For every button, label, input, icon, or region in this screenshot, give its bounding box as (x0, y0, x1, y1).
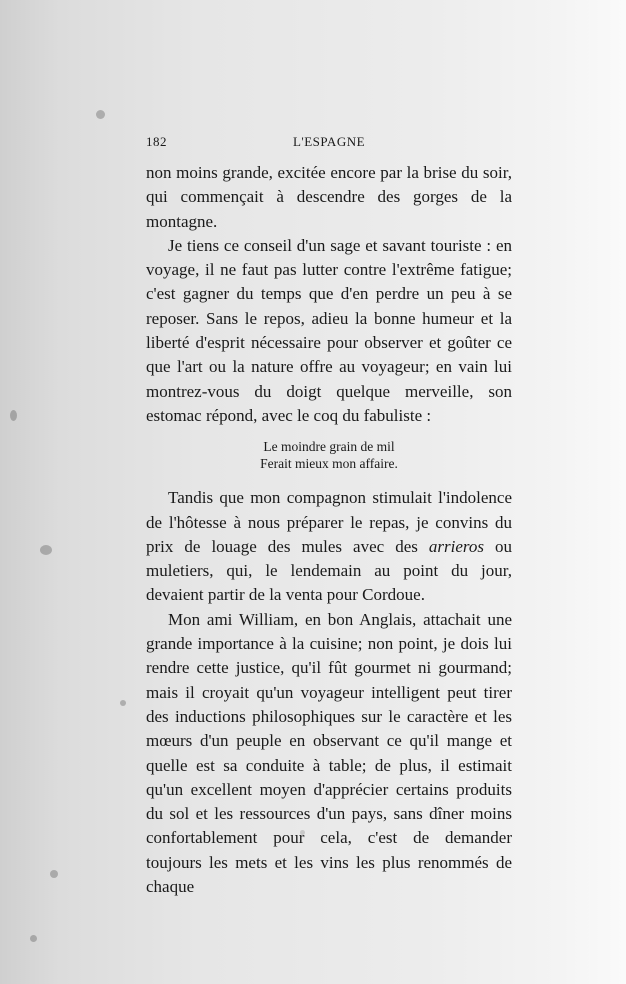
paragraph-mules-text-1: Tandis que mon compagnon stimulait l'indolence de l'hôtesse à nous préparer le repas, je convins du prix de louage des mules avec des (146, 488, 512, 556)
body-text (146, 161, 512, 899)
paragraph-william: Mon ami William, en bon Anglais, attachait une grande importance à la cuisine; non point, je dois lui rendre cette justice, qu'il fût gourmet ni gourmand; mais il croyait qu'un voyageur intelligent peut tirer des inductions philosophiques sur le caractère et les mœurs d'un peuple en observant ce qu'il mange et quelle est sa conduite à table; de plus, il estimait qu'un excellent moyen d'apprécier certains produits du sol et les ressources d'un pays, sans dîner moins confortablement pour cela, c'est de demander toujours les mets et les vins les plus renommés de chaque (146, 609, 512, 897)
paragraph-mules-text-2: ou muletiers, qui, le lendemain au point du jour, devaient partir de la venta pour Cordoue. (146, 536, 513, 605)
scan-spot (50, 870, 58, 878)
paragraph-advice: Je tiens ce conseil d'un sage et savant touriste : en voyage, il ne faut pas lutter contre l'extrême fatigue; c'est gagner du temps que d'en perdre un peu à se reposer. Sans le repos, adieu la bonne humeur et la liberté d'esprit nécessaire pour observer et goûter ce que l'art ou la nature offre au voyageur; en vain lui montrez-vous du doigt quelque merveille, son estomac répond, avec le coq du fabuliste : (146, 235, 512, 425)
page-number: 182 (146, 134, 167, 149)
scan-spot (10, 410, 17, 421)
scan-spot (96, 110, 105, 119)
scan-spot (40, 545, 52, 555)
verse-line-2: Ferait mieux mon affaire. (260, 456, 398, 472)
scan-spot (120, 700, 126, 706)
verse-quote (146, 438, 512, 472)
paragraph-continued: non moins grande, excitée encore par la brise du soir, qui commençait à descendre des gorges de la montagne. (146, 163, 512, 231)
paragraph-mules (146, 486, 512, 607)
italic-term-arrieros: arrieros (428, 536, 484, 556)
scan-spot (30, 935, 37, 942)
running-title: L'ESPAGNE (292, 134, 366, 149)
verse-line-1: Le moindre grain de mil (263, 439, 395, 455)
